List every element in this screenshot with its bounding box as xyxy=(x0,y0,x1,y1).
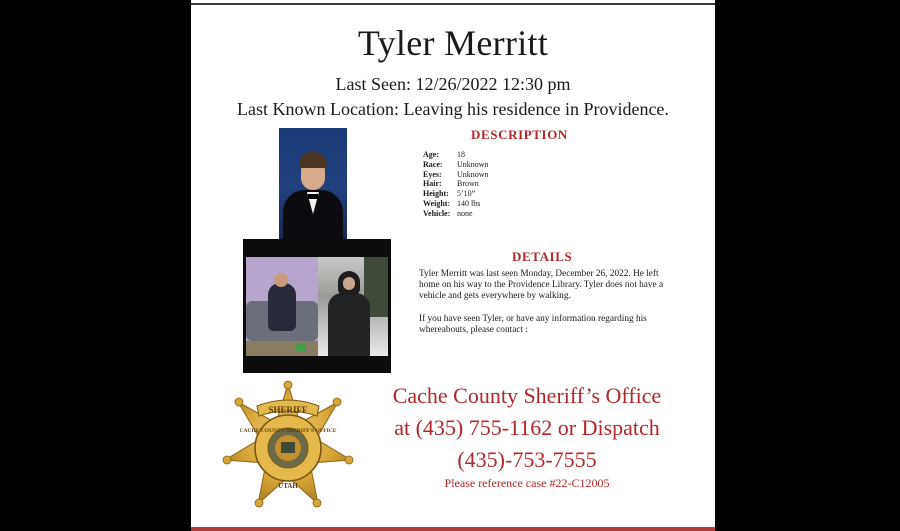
field-label: Hair: xyxy=(423,179,442,189)
last-known-location-line: Last Known Location: Leaving his residence in Providence. xyxy=(237,99,669,119)
description-row xyxy=(423,170,489,180)
top-divider xyxy=(191,3,715,5)
field-value: Unknown xyxy=(457,169,489,179)
field-label: Vehicle: xyxy=(423,208,451,218)
description-heading: DESCRIPTION xyxy=(471,127,568,142)
description-row xyxy=(423,160,489,170)
field-value: 18 xyxy=(457,150,465,159)
last-seen-line: Last Seen: 12/26/2022 12:30 pm xyxy=(335,74,571,94)
field-label: Height: xyxy=(423,189,449,199)
field-label: Age: xyxy=(423,150,439,159)
details-heading: DETAILS xyxy=(512,249,573,264)
field-value: none xyxy=(457,208,473,218)
snow-photo xyxy=(318,257,388,356)
person-name: Tyler Merritt xyxy=(357,23,549,63)
missing-person-poster xyxy=(191,0,715,531)
badge-ring-text: CACHE COUNTY SHERIFF'S OFFICE xyxy=(239,428,337,434)
case-reference: Please reference case #22-C12005 xyxy=(444,476,610,490)
contact-agency: Cache County Sheriff’s Office xyxy=(392,383,662,408)
badge-top-text: SHERIFF xyxy=(268,405,308,415)
field-value: Unknown xyxy=(457,159,489,169)
portrait-photo xyxy=(279,128,347,239)
candid-photos xyxy=(243,239,391,373)
sheriff-badge-icon xyxy=(221,380,355,514)
couch-photo xyxy=(246,257,318,356)
description-row xyxy=(423,189,489,199)
field-value: 140 lbs xyxy=(457,198,481,208)
details-paragraph: Tyler Merritt was last seen Monday, December 26, 2022. He left home on his way to the Providence Library. Tyler does not have a vehicle and gets everywhere by walking. xyxy=(419,269,664,301)
description-row xyxy=(423,199,489,209)
description-table xyxy=(423,150,489,219)
description-row xyxy=(423,150,489,160)
contact-phone-line: at (435) 755-1162 or Dispatch xyxy=(394,415,660,440)
dispatch-phone: (435)-753-7555 xyxy=(457,447,597,472)
badge-bottom-text: UTAH xyxy=(278,482,298,490)
field-value: Brown xyxy=(457,179,479,189)
bottom-divider xyxy=(191,527,715,531)
description-row xyxy=(423,179,489,189)
field-value: 5’10” xyxy=(457,189,476,199)
field-label: Race: xyxy=(423,159,443,169)
field-label: Eyes: xyxy=(423,169,442,179)
description-row xyxy=(423,209,489,219)
field-label: Weight: xyxy=(423,198,451,208)
contact-request-paragraph: If you have seen Tyler, or have any information regarding his whereabouts, please contact : xyxy=(419,314,647,335)
